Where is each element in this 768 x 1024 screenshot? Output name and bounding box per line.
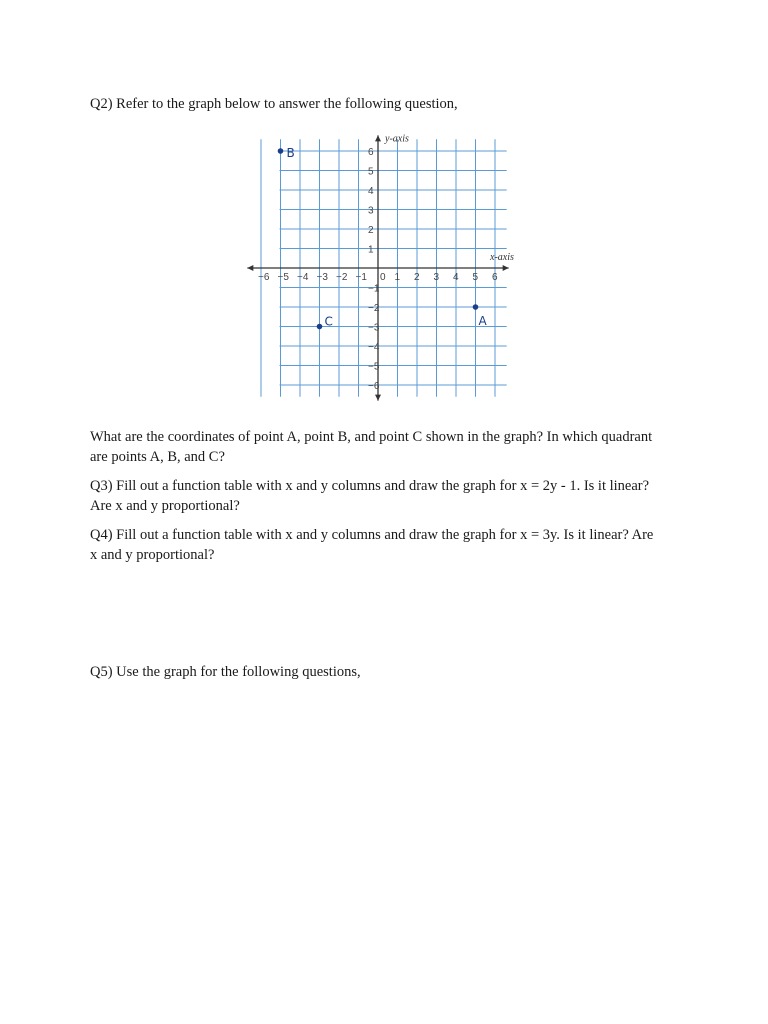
q3-line2: Are x and y proportional? [90, 498, 240, 514]
y-tick-label: −6 [368, 381, 380, 392]
y-axis-label: y-axis [385, 133, 409, 145]
x-tick-label: −4 [297, 272, 309, 283]
x-axis-arrow-right [503, 265, 509, 271]
y-tick-label: −3 [368, 322, 380, 334]
x-axis-arrow-left [247, 265, 253, 271]
x-tick-label: −5 [277, 272, 289, 283]
x-tick-label: −1 [355, 272, 367, 283]
y-tick-label: 3 [368, 205, 374, 217]
q3-line1: Q3) Fill out a function table with x and y columns and draw the graph for x = 2y - 1. Is it linear? [90, 478, 650, 494]
q4-line1: Q4) Fill out a function table with x and y columns and draw the graph for x = 3y. Is it linear? Are [90, 527, 654, 543]
y-tick-label: −4 [368, 342, 380, 353]
x-tick-label: −2 [336, 272, 348, 283]
x-tick-label: −3 [316, 272, 328, 283]
y-tick-label: 6 [368, 147, 374, 158]
q2-question-line1: What are the coordinates of point A, point B, and point C shown in the graph? In which quadrant [90, 429, 653, 445]
x-tick-label: 5 [472, 272, 479, 283]
y-axis-arrow-up [375, 135, 381, 141]
q2-question [90, 427, 690, 467]
x-tick-label: 4 [453, 272, 459, 283]
y-tick-label: 1 [368, 244, 374, 256]
y-tick-label: 2 [368, 225, 374, 236]
point-b-label: B [286, 146, 295, 160]
q2-question-line2: are points A, B, and C? [90, 449, 225, 465]
x-tick-label: 0 [380, 272, 386, 283]
q4-line2: x and y proportional? [90, 547, 215, 563]
point-a-label: A [478, 314, 487, 328]
q5-intro: Q5) Use the graph for the following questions, [90, 664, 361, 680]
y-tick-label: −1 [368, 283, 380, 295]
y-axis-arrow-down [375, 395, 381, 401]
x-tick-label: −6 [258, 272, 270, 283]
y-tick-label: −2 [368, 303, 380, 314]
point-b-marker [278, 148, 284, 154]
q4-question [90, 525, 690, 565]
q3-question [90, 476, 690, 516]
y-tick-label: 5 [368, 166, 374, 178]
q2-intro: Q2) Refer to the graph below to answer the following question, [90, 96, 458, 112]
x-axis-label: x-axis [490, 252, 514, 263]
point-a-marker [473, 304, 479, 310]
x-tick-label: 3 [433, 272, 440, 283]
y-tick-label: 4 [368, 186, 374, 197]
y-tick-label: −5 [368, 361, 380, 373]
coordinate-plane-graph [225, 122, 545, 412]
x-tick-label: 6 [492, 272, 498, 283]
point-c-marker [317, 324, 323, 330]
x-tick-label: 1 [394, 272, 401, 283]
x-tick-label: 2 [414, 272, 420, 283]
point-c-label: C [324, 314, 333, 329]
